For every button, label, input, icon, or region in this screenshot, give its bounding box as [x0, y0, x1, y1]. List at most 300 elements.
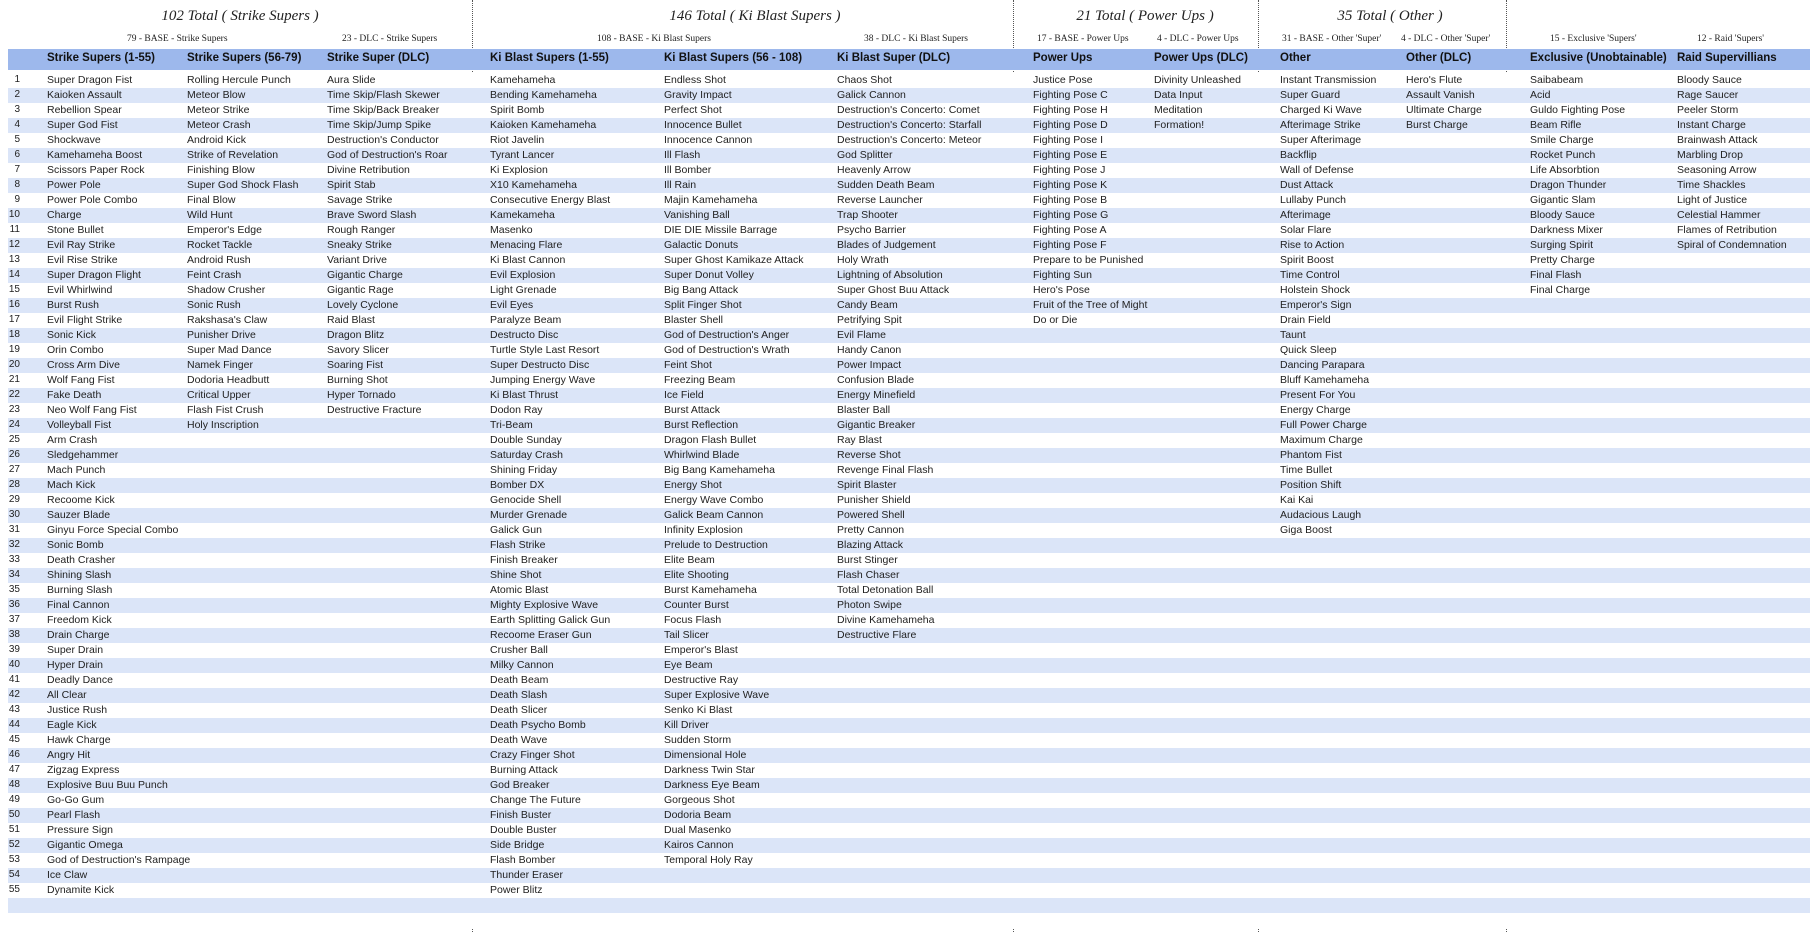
table-cell[interactable]: Cross Arm Dive [47, 359, 120, 371]
table-cell[interactable]: Meditation [1154, 104, 1203, 116]
table-cell[interactable]: Meteor Crash [187, 119, 251, 131]
table-cell[interactable]: Bloody Sauce [1677, 74, 1742, 86]
table-cell[interactable]: Rakshasa's Claw [187, 314, 268, 326]
table-cell[interactable]: Pressure Sign [47, 824, 113, 836]
table-cell[interactable]: Ice Field [664, 389, 704, 401]
column-header[interactable]: Power Ups (DLC) [1154, 52, 1248, 64]
table-cell[interactable]: Assault Vanish [1406, 89, 1475, 101]
table-cell[interactable]: Stone Bullet [47, 224, 104, 236]
table-cell[interactable]: Instant Charge [1677, 119, 1746, 131]
table-cell[interactable]: Android Kick [187, 134, 246, 146]
table-cell[interactable]: Kill Driver [664, 719, 709, 731]
table-cell[interactable]: God Splitter [837, 149, 893, 161]
table-cell[interactable]: Ki Blast Thrust [490, 389, 559, 401]
table-cell[interactable]: Flash Bomber [490, 854, 556, 866]
column-header[interactable]: Raid Supervillians [1677, 52, 1777, 64]
table-cell[interactable]: Heavenly Arrow [837, 164, 911, 176]
table-cell[interactable]: Fruit of the Tree of Might [1033, 299, 1148, 311]
table-cell[interactable]: Gigantic Rage [327, 284, 394, 296]
column-header[interactable]: Ki Blast Super (DLC) [837, 52, 951, 64]
table-cell[interactable]: Bloody Sauce [1530, 209, 1595, 221]
table-cell[interactable]: Eagle Kick [47, 719, 97, 731]
table-cell[interactable]: Vanishing Ball [664, 209, 730, 221]
table-cell[interactable]: Arm Crash [47, 434, 98, 446]
table-cell[interactable]: Final Cannon [47, 599, 110, 611]
table-cell[interactable]: Sauzer Blade [47, 509, 111, 521]
table-cell[interactable]: Flash Chaser [837, 569, 900, 581]
table-cell[interactable]: Dual Masenko [664, 824, 732, 836]
table-cell[interactable]: Freedom Kick [47, 614, 112, 626]
table-cell[interactable]: Energy Wave Combo [664, 494, 764, 506]
table-cell[interactable]: Blazing Attack [837, 539, 903, 551]
table-cell[interactable]: Saibabeam [1530, 74, 1584, 86]
table-cell[interactable]: Death Crasher [47, 554, 116, 566]
table-cell[interactable]: Genocide Shell [490, 494, 562, 506]
table-cell[interactable]: Meteor Strike [187, 104, 250, 116]
table-cell[interactable]: Orin Combo [47, 344, 104, 356]
table-cell[interactable]: Kamehameha [490, 74, 556, 86]
table-cell[interactable]: Fighting Pose D [1033, 119, 1108, 131]
table-cell[interactable]: Dust Attack [1280, 179, 1334, 191]
table-cell[interactable]: Super God Shock Flash [187, 179, 299, 191]
table-cell[interactable]: Side Bridge [490, 839, 545, 851]
table-cell[interactable]: Tail Slicer [664, 629, 709, 641]
table-cell[interactable]: Majin Kamehameha [664, 194, 758, 206]
table-cell[interactable]: Consecutive Energy Blast [490, 194, 611, 206]
column-header[interactable]: Other [1280, 52, 1311, 64]
table-cell[interactable]: Milky Cannon [490, 659, 554, 671]
table-cell[interactable]: Emperor's Blast [664, 644, 738, 656]
table-cell[interactable]: Holy Inscription [187, 419, 259, 431]
table-cell[interactable]: Bending Kamehameha [490, 89, 597, 101]
table-cell[interactable]: Evil Rise Strike [47, 254, 118, 266]
table-cell[interactable]: Fighting Pose A [1033, 224, 1107, 236]
table-cell[interactable]: Energy Minefield [837, 389, 916, 401]
table-cell[interactable]: Spirit Bomb [490, 104, 545, 116]
table-cell[interactable]: Ki Explosion [490, 164, 548, 176]
table-cell[interactable]: Menacing Flare [490, 239, 563, 251]
table-cell[interactable]: God of Destruction's Anger [664, 329, 790, 341]
table-cell[interactable]: Divine Kamehameha [837, 614, 935, 626]
table-cell[interactable]: DIE DIE Missile Barrage [664, 224, 778, 236]
table-cell[interactable]: Death Slash [490, 689, 548, 701]
table-cell[interactable]: Super Destructo Disc [490, 359, 590, 371]
table-cell[interactable]: Gigantic Breaker [837, 419, 916, 431]
table-cell[interactable]: Lovely Cyclone [327, 299, 399, 311]
table-cell[interactable]: Wild Hunt [187, 209, 233, 221]
table-cell[interactable]: Shine Shot [490, 569, 542, 581]
table-cell[interactable]: Whirlwind Blade [664, 449, 740, 461]
table-cell[interactable]: Destructive Fracture [327, 404, 422, 416]
table-cell[interactable]: Dragon Blitz [327, 329, 385, 341]
table-cell[interactable]: Gigantic Charge [327, 269, 403, 281]
table-cell[interactable]: Surging Spirit [1530, 239, 1594, 251]
table-cell[interactable]: Dragon Thunder [1530, 179, 1607, 191]
table-cell[interactable]: Afterimage Strike [1280, 119, 1361, 131]
table-cell[interactable]: Giga Boost [1280, 524, 1332, 536]
table-cell[interactable]: God of Destruction's Roar [327, 149, 448, 161]
table-cell[interactable]: Eye Beam [664, 659, 713, 671]
table-cell[interactable]: Marbling Drop [1677, 149, 1743, 161]
table-cell[interactable]: Saturday Crash [490, 449, 563, 461]
table-cell[interactable]: Rolling Hercule Punch [187, 74, 291, 86]
table-cell[interactable]: Emperor's Edge [187, 224, 262, 236]
table-cell[interactable]: Big Bang Attack [664, 284, 739, 296]
table-cell[interactable]: Double Sunday [490, 434, 562, 446]
table-cell[interactable]: Sonic Kick [47, 329, 97, 341]
table-cell[interactable]: Counter Burst [664, 599, 729, 611]
table-cell[interactable]: Finish Breaker [490, 554, 558, 566]
table-cell[interactable]: Explosive Buu Buu Punch [47, 779, 168, 791]
table-cell[interactable]: Reverse Launcher [837, 194, 923, 206]
table-cell[interactable]: Handy Canon [837, 344, 902, 356]
table-cell[interactable]: Ill Bomber [664, 164, 712, 176]
table-cell[interactable]: Savory Slicer [327, 344, 389, 356]
table-cell[interactable]: Finishing Blow [187, 164, 255, 176]
table-cell[interactable]: Taunt [1280, 329, 1306, 341]
table-cell[interactable]: Gigantic Slam [1530, 194, 1596, 206]
table-cell[interactable]: Destructive Ray [664, 674, 739, 686]
table-cell[interactable]: Sneaky Strike [327, 239, 392, 251]
table-cell[interactable]: Brainwash Attack [1677, 134, 1758, 146]
table-cell[interactable]: God Breaker [490, 779, 550, 791]
table-cell[interactable]: Elite Shooting [664, 569, 729, 581]
table-cell[interactable]: Burning Attack [490, 764, 558, 776]
table-cell[interactable]: Time Control [1280, 269, 1340, 281]
table-cell[interactable]: Destruction's Concerto: Comet [837, 104, 980, 116]
table-cell[interactable]: Darkness Twin Star [664, 764, 755, 776]
table-cell[interactable]: Seasoning Arrow [1677, 164, 1757, 176]
table-cell[interactable]: Crusher Ball [490, 644, 548, 656]
table-cell[interactable]: Savage Strike [327, 194, 393, 206]
table-cell[interactable]: Time Bullet [1280, 464, 1333, 476]
table-cell[interactable]: Sledgehammer [47, 449, 119, 461]
table-cell[interactable]: Soaring Fist [327, 359, 384, 371]
table-cell[interactable]: Turtle Style Last Resort [490, 344, 600, 356]
table-cell[interactable]: Blades of Judgement [837, 239, 936, 251]
table-cell[interactable]: Rocket Punch [1530, 149, 1596, 161]
table-cell[interactable]: Sonic Bomb [47, 539, 104, 551]
table-cell[interactable]: Galick Gun [490, 524, 542, 536]
table-cell[interactable]: Super Mad Dance [187, 344, 272, 356]
table-cell[interactable]: Gigantic Omega [47, 839, 123, 851]
table-cell[interactable]: Burst Reflection [664, 419, 739, 431]
table-cell[interactable]: Time Shackles [1677, 179, 1746, 191]
table-cell[interactable]: Blaster Ball [837, 404, 891, 416]
table-cell[interactable]: Dragon Flash Bullet [664, 434, 757, 446]
table-cell[interactable]: Holstein Shock [1280, 284, 1351, 296]
table-cell[interactable]: Hawk Charge [47, 734, 111, 746]
table-cell[interactable]: Bomber DX [490, 479, 545, 491]
table-cell[interactable]: Charged Ki Wave [1280, 104, 1362, 116]
table-cell[interactable]: Fighting Pose C [1033, 89, 1108, 101]
table-cell[interactable]: Reverse Shot [837, 449, 901, 461]
table-cell[interactable]: Evil Eyes [490, 299, 534, 311]
table-cell[interactable]: Final Blow [187, 194, 236, 206]
table-cell[interactable]: Go-Go Gum [47, 794, 105, 806]
table-cell[interactable]: Super Dragon Flight [47, 269, 141, 281]
table-cell[interactable]: Destructive Flare [837, 629, 917, 641]
table-cell[interactable]: Hero's Flute [1406, 74, 1463, 86]
table-cell[interactable]: Burst Charge [1406, 119, 1468, 131]
table-cell[interactable]: Total Detonation Ball [837, 584, 934, 596]
table-cell[interactable]: Dodoria Headbutt [187, 374, 270, 386]
table-cell[interactable]: Mighty Explosive Wave [490, 599, 599, 611]
table-cell[interactable]: Power Pole Combo [47, 194, 138, 206]
table-cell[interactable]: Prelude to Destruction [664, 539, 768, 551]
table-cell[interactable]: Life Absorbtion [1530, 164, 1600, 176]
table-cell[interactable]: Kaioken Kamehameha [490, 119, 597, 131]
table-cell[interactable]: Kairos Cannon [664, 839, 734, 851]
table-cell[interactable]: Time Skip/Jump Spike [327, 119, 432, 131]
table-cell[interactable]: Infinity Explosion [664, 524, 743, 536]
table-cell[interactable]: Confusion Blade [837, 374, 915, 386]
table-cell[interactable]: Recoome Eraser Gun [490, 629, 592, 641]
table-cell[interactable]: Spiral of Condemnation [1677, 239, 1787, 251]
table-cell[interactable]: Light Grenade [490, 284, 557, 296]
table-cell[interactable]: Change The Future [490, 794, 581, 806]
table-cell[interactable]: Smile Charge [1530, 134, 1594, 146]
table-cell[interactable]: Super God Fist [47, 119, 118, 131]
column-header[interactable]: Ki Blast Supers (56 - 108) [664, 52, 803, 64]
table-cell[interactable]: Trap Shooter [837, 209, 898, 221]
table-cell[interactable]: Zigzag Express [47, 764, 120, 776]
table-cell[interactable]: Mach Kick [47, 479, 96, 491]
table-cell[interactable]: Fighting Pose K [1033, 179, 1108, 191]
table-cell[interactable]: Destruction's Concerto: Meteor [837, 134, 982, 146]
table-cell[interactable]: Tyrant Lancer [490, 149, 555, 161]
table-cell[interactable]: Present For You [1280, 389, 1356, 401]
table-cell[interactable]: Drain Charge [47, 629, 110, 641]
table-cell[interactable]: Spirit Stab [327, 179, 376, 191]
table-cell[interactable]: Acid [1530, 89, 1551, 101]
table-cell[interactable]: Blaster Shell [664, 314, 723, 326]
table-cell[interactable]: Energy Charge [1280, 404, 1351, 416]
table-cell[interactable]: Photon Swipe [837, 599, 902, 611]
table-cell[interactable]: Fighting Pose J [1033, 164, 1106, 176]
table-cell[interactable]: Ice Claw [47, 869, 88, 881]
column-header[interactable]: Power Ups [1033, 52, 1093, 64]
table-cell[interactable]: Dynamite Kick [47, 884, 115, 896]
table-cell[interactable]: Focus Flash [664, 614, 722, 626]
table-cell[interactable]: Peeler Storm [1677, 104, 1739, 116]
column-header[interactable]: Strike Supers (1-55) [47, 52, 156, 64]
table-cell[interactable]: Kaioken Assault [47, 89, 122, 101]
table-cell[interactable]: Android Rush [187, 254, 251, 266]
table-cell[interactable]: Evil Ray Strike [47, 239, 116, 251]
table-cell[interactable]: Pearl Flash [47, 809, 101, 821]
table-cell[interactable]: Phantom Fist [1280, 449, 1342, 461]
table-cell[interactable]: Super Ghost Kamikaze Attack [664, 254, 804, 266]
table-cell[interactable]: Fighting Pose F [1033, 239, 1107, 251]
table-cell[interactable]: Mach Punch [47, 464, 106, 476]
table-cell[interactable]: Super Explosive Wave [664, 689, 770, 701]
table-cell[interactable]: Dancing Parapara [1280, 359, 1365, 371]
table-cell[interactable]: Hero's Pose [1033, 284, 1090, 296]
table-cell[interactable]: Super Donut Volley [664, 269, 754, 281]
table-cell[interactable]: Galick Cannon [837, 89, 906, 101]
table-cell[interactable]: Elite Beam [664, 554, 715, 566]
table-cell[interactable]: Brave Sword Slash [327, 209, 417, 221]
table-cell[interactable]: Charge [47, 209, 82, 221]
table-cell[interactable]: Double Buster [490, 824, 557, 836]
table-cell[interactable]: Super Drain [47, 644, 104, 656]
table-cell[interactable]: Crazy Finger Shot [490, 749, 575, 761]
table-cell[interactable]: Finish Buster [490, 809, 552, 821]
table-cell[interactable]: Maximum Charge [1280, 434, 1363, 446]
table-cell[interactable]: Solar Flare [1280, 224, 1332, 236]
table-cell[interactable]: Justice Rush [47, 704, 108, 716]
table-cell[interactable]: Hyper Tornado [327, 389, 396, 401]
table-cell[interactable]: Darkness Mixer [1530, 224, 1603, 236]
table-cell[interactable]: Final Flash [1530, 269, 1582, 281]
table-cell[interactable]: Candy Beam [837, 299, 898, 311]
table-cell[interactable]: Destructo Disc [490, 329, 559, 341]
table-cell[interactable]: Neo Wolf Fang Fist [47, 404, 137, 416]
table-cell[interactable]: Power Pole [47, 179, 101, 191]
table-cell[interactable]: Destruction's Concerto: Starfall [837, 119, 982, 131]
table-cell[interactable]: Punisher Shield [837, 494, 911, 506]
table-cell[interactable]: Burst Attack [664, 404, 721, 416]
table-cell[interactable]: Rocket Tackle [187, 239, 253, 251]
table-cell[interactable]: Shockwave [47, 134, 101, 146]
table-cell[interactable]: Deadly Dance [47, 674, 113, 686]
table-cell[interactable]: Split Finger Shot [664, 299, 742, 311]
table-cell[interactable]: Wall of Defense [1280, 164, 1354, 176]
table-cell[interactable]: Time Skip/Back Breaker [327, 104, 440, 116]
table-cell[interactable]: Recoome Kick [47, 494, 115, 506]
table-cell[interactable]: Temporal Holy Ray [664, 854, 753, 866]
table-cell[interactable]: Angry Hit [47, 749, 91, 761]
table-cell[interactable]: Revenge Final Flash [837, 464, 934, 476]
table-cell[interactable]: Lullaby Punch [1280, 194, 1346, 206]
table-cell[interactable]: X10 Kamehameha [490, 179, 577, 191]
table-cell[interactable]: Death Beam [490, 674, 549, 686]
table-cell[interactable]: Super Guard [1280, 89, 1341, 101]
table-cell[interactable]: Petrifying Spit [837, 314, 902, 326]
table-cell[interactable]: Earth Splitting Galick Gun [490, 614, 611, 626]
table-cell[interactable]: Paralyze Beam [490, 314, 562, 326]
table-cell[interactable]: Gravity Impact [664, 89, 732, 101]
table-cell[interactable]: Death Slicer [490, 704, 548, 716]
table-cell[interactable]: Rebellion Spear [47, 104, 122, 116]
table-cell[interactable]: Fighting Pose H [1033, 104, 1108, 116]
table-cell[interactable]: Fighting Sun [1033, 269, 1092, 281]
table-cell[interactable]: Time Skip/Flash Skewer [327, 89, 440, 101]
table-cell[interactable]: Do or Die [1033, 314, 1078, 326]
table-cell[interactable]: Sudden Death Beam [837, 179, 935, 191]
table-cell[interactable]: Aura Slide [327, 74, 376, 86]
table-cell[interactable]: Volleyball Fist [47, 419, 112, 431]
table-cell[interactable]: Prepare to be Punished [1033, 254, 1144, 266]
table-cell[interactable]: Energy Shot [664, 479, 722, 491]
table-cell[interactable]: Feint Crash [187, 269, 242, 281]
table-cell[interactable]: Innocence Cannon [664, 134, 753, 146]
table-cell[interactable]: Kai Kai [1280, 494, 1314, 506]
table-cell[interactable]: Chaos Shot [837, 74, 892, 86]
table-cell[interactable]: Dodon Ray [490, 404, 543, 416]
table-cell[interactable]: Hyper Drain [47, 659, 104, 671]
table-cell[interactable]: Senko Ki Blast [664, 704, 733, 716]
table-cell[interactable]: Evil Flight Strike [47, 314, 123, 326]
table-cell[interactable]: Emperor's Sign [1280, 299, 1352, 311]
table-cell[interactable]: Fighting Pose I [1033, 134, 1104, 146]
table-cell[interactable]: Audacious Laugh [1280, 509, 1362, 521]
table-cell[interactable]: Galick Beam Cannon [664, 509, 764, 521]
table-cell[interactable]: Evil Flame [837, 329, 887, 341]
table-cell[interactable]: Instant Transmission [1280, 74, 1377, 86]
table-cell[interactable]: Beam Rifle [1530, 119, 1582, 131]
table-cell[interactable]: Masenko [490, 224, 533, 236]
table-cell[interactable]: Raid Blast [327, 314, 375, 326]
table-cell[interactable]: Lightning of Absolution [837, 269, 943, 281]
table-cell[interactable]: Shadow Crusher [187, 284, 266, 296]
table-cell[interactable]: Holy Wrath [837, 254, 889, 266]
table-cell[interactable]: Power Blitz [490, 884, 543, 896]
table-cell[interactable]: Sudden Storm [664, 734, 732, 746]
table-cell[interactable]: Thunder Eraser [490, 869, 563, 881]
table-cell[interactable]: Galactic Donuts [664, 239, 739, 251]
table-cell[interactable]: Wolf Fang Fist [47, 374, 115, 386]
table-cell[interactable]: Burning Slash [47, 584, 113, 596]
table-cell[interactable]: Gorgeous Shot [664, 794, 735, 806]
table-cell[interactable]: Flames of Retribution [1677, 224, 1777, 236]
table-cell[interactable]: Divinity Unleashed [1154, 74, 1241, 86]
table-cell[interactable]: Spirit Blaster [837, 479, 897, 491]
column-header[interactable]: Other (DLC) [1406, 52, 1472, 64]
table-cell[interactable]: Ill Flash [664, 149, 701, 161]
table-cell[interactable]: Kamehameha Boost [47, 149, 143, 161]
table-cell[interactable]: Scissors Paper Rock [47, 164, 145, 176]
table-cell[interactable]: Formation! [1154, 119, 1205, 131]
table-cell[interactable]: Flash Strike [490, 539, 546, 551]
table-cell[interactable]: Dodoria Beam [664, 809, 732, 821]
column-header[interactable]: Strike Supers (56-79) [187, 52, 302, 64]
table-cell[interactable]: Freezing Beam [664, 374, 736, 386]
table-cell[interactable]: All Clear [47, 689, 87, 701]
table-cell[interactable]: Feint Shot [664, 359, 712, 371]
table-cell[interactable]: Final Charge [1530, 284, 1591, 296]
table-cell[interactable]: Justice Pose [1033, 74, 1093, 86]
table-cell[interactable]: Super Afterimage [1280, 134, 1362, 146]
table-cell[interactable]: Data Input [1154, 89, 1203, 101]
table-cell[interactable]: Shining Friday [490, 464, 558, 476]
table-cell[interactable]: Psycho Barrier [837, 224, 906, 236]
table-cell[interactable]: Fighting Pose G [1033, 209, 1109, 221]
table-cell[interactable]: Spirit Boost [1280, 254, 1334, 266]
table-cell[interactable]: Pretty Cannon [837, 524, 905, 536]
table-cell[interactable]: Pretty Charge [1530, 254, 1595, 266]
table-cell[interactable]: Fake Death [47, 389, 102, 401]
table-cell[interactable]: Position Shift [1280, 479, 1342, 491]
table-cell[interactable]: Shining Slash [47, 569, 112, 581]
table-cell[interactable]: Death Wave [490, 734, 548, 746]
table-cell[interactable]: Ki Blast Cannon [490, 254, 566, 266]
table-cell[interactable]: Innocence Bullet [664, 119, 742, 131]
table-cell[interactable]: Punisher Drive [187, 329, 256, 341]
table-cell[interactable]: Backflip [1280, 149, 1317, 161]
table-cell[interactable]: God of Destruction's Rampage [47, 854, 191, 866]
table-cell[interactable]: Ill Rain [664, 179, 697, 191]
table-cell[interactable]: Divine Retribution [327, 164, 410, 176]
table-cell[interactable]: Atomic Blast [490, 584, 549, 596]
table-cell[interactable]: Fighting Pose E [1033, 149, 1108, 161]
table-cell[interactable]: Light of Justice [1677, 194, 1748, 206]
table-cell[interactable]: Bluff Kamehameha [1280, 374, 1370, 386]
table-cell[interactable]: Destruction's Conductor [327, 134, 439, 146]
table-cell[interactable]: Super Dragon Fist [47, 74, 133, 86]
table-cell[interactable]: Quick Sleep [1280, 344, 1337, 356]
